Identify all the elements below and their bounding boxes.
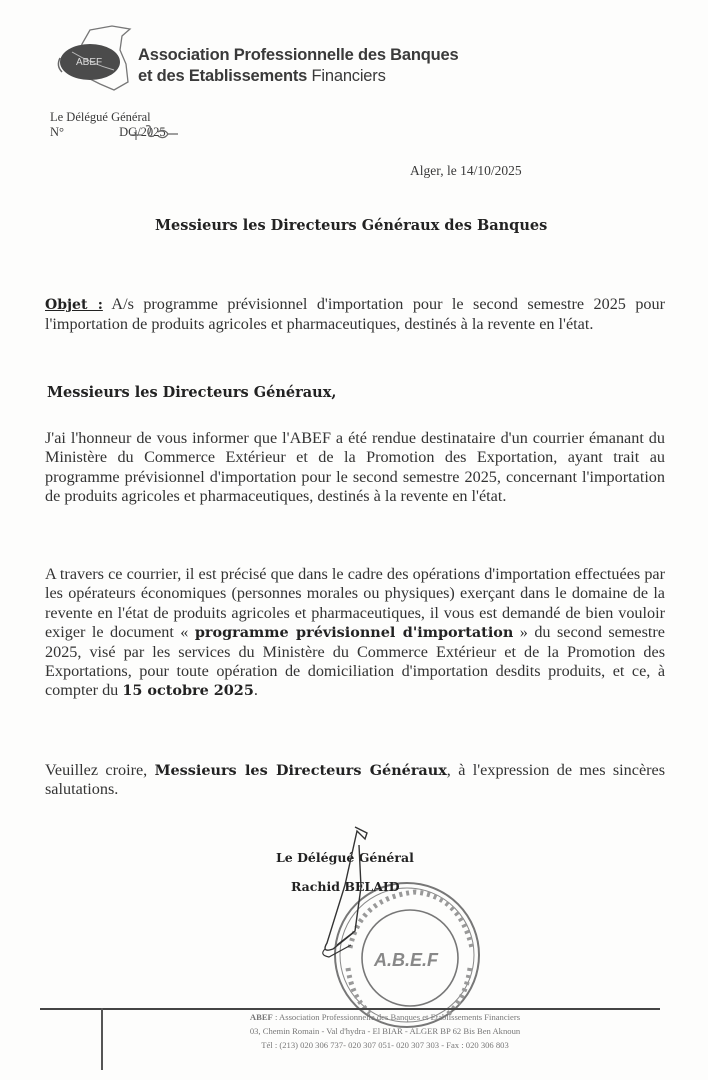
subject-paragraph <box>45 295 665 335</box>
footer-line-1 <box>150 1010 620 1024</box>
organization-name <box>138 45 458 87</box>
svg-text:ABEF: ABEF <box>76 57 103 68</box>
closing-emphasis: Messieurs les Directeurs Généraux <box>154 762 447 779</box>
footer-phone-fax: Tél : (213) 020 306 737- 020 307 051- 020 307 303 - Fax : 020 306 803 <box>261 1040 509 1050</box>
closing-text: Veuillez croire, <box>45 761 155 779</box>
subject-text: A/s programme prévisionnel d'importation pour le second semestre 2025 pour l'importation de produits agricoles et pharmaceutiques, destinés à la revente en l'état. <box>45 295 665 334</box>
reference-suffix: DG/2025 <box>119 125 166 139</box>
paragraph-2-text-cont: » du second semestre 2025, visé par les services du Ministère du Commerce Extérieur et de la Promotion des Exportations, pour toute opération de domiciliation d'importation desdits produits, et ce, à compter du <box>45 623 665 700</box>
closing-text-cont: , à l'expression de mes sincères salutations. <box>45 761 665 799</box>
salutation: Messieurs les Directeurs Généraux, <box>47 384 337 401</box>
reference-block <box>50 110 166 140</box>
org-name-line2-light: Financiers <box>311 67 386 85</box>
paragraph-2-end: . <box>253 681 258 700</box>
paragraph-2-text: A travers ce courrier, il est précisé que dans le cadre des opérations d'importation effectuées par les opérateurs économiques (personnes morales ou physiques) exerçant dans le domaine de la revente en l'état de produits agricoles et pharmaceutiques, il vous est demandé de bien vouloir exiger le document « <box>45 565 665 642</box>
date-line: Alger, le 14/10/2025 <box>410 163 522 178</box>
handwritten-signature-icon <box>315 825 395 965</box>
org-name-line1: Association Professionnelle des Banques <box>138 46 459 64</box>
reference-prefix: N° <box>50 125 65 139</box>
footer-address: 03, Chemin Romain - Val d'hydra - El BIAR - ALGER BP 62 Bis Ben Aknoun <box>249 1026 521 1036</box>
signatory-name: Rachid BELAID <box>291 879 400 894</box>
paragraph-1: J'ai l'honneur de vous informer que l'ABEF a été rendue destinataire d'un courrier émanant du Ministère du Commerce Extérieur et de la Promotion des Exportation, ayant trait au programme prévisionnel d'importation pour le second semestre 2025, concernant l'importation de produits agricoles et pharmaceutiques, destinés à la revente en l'état. <box>45 429 665 506</box>
svg-text:A.B.E.F: A.B.E.F <box>374 950 439 970</box>
org-name-line2-bold: et des Etablissements <box>138 67 308 85</box>
footer-contact <box>150 1010 620 1052</box>
footer-margin-bar <box>101 1008 103 1070</box>
signatory-title: Le Délégué Général <box>276 850 414 865</box>
document-name-emphasis: programme prévisionnel d'importation <box>194 624 514 642</box>
footer-org-full: : Association Professionnelle des Banques et Etablissements Financiers <box>272 1012 521 1022</box>
addressee-heading: Messieurs les Directeurs Généraux des Banques <box>155 217 548 234</box>
paragraph-2 <box>45 565 665 701</box>
subject-label: Objet : <box>45 297 103 313</box>
closing-paragraph <box>45 761 665 800</box>
effective-date-emphasis: 15 octobre 2025 <box>122 682 254 700</box>
footer-org-abbr: ABEF <box>249 1012 273 1022</box>
org-name-line2 <box>138 66 458 87</box>
sender-title: Le Délégué Général <box>50 110 151 124</box>
handwritten-number-icon <box>128 122 188 142</box>
abef-logo-icon <box>52 24 147 96</box>
